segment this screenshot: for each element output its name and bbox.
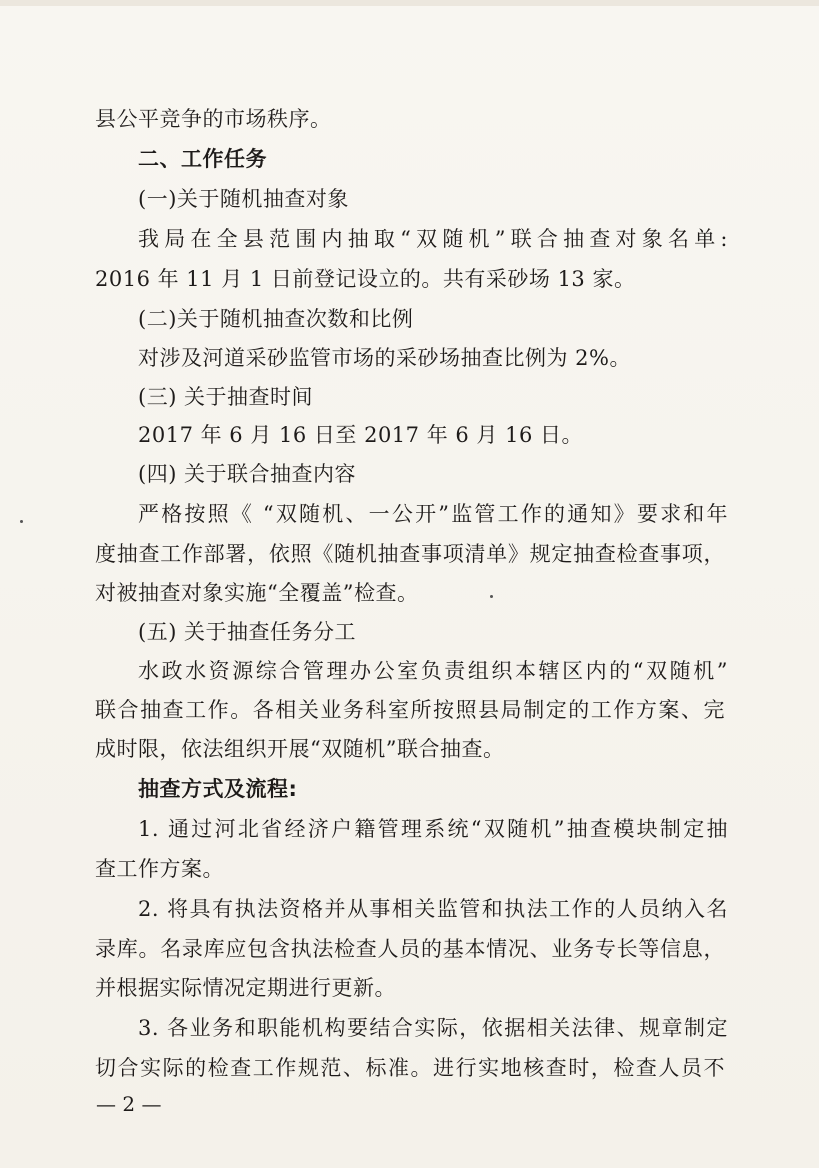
page-number: — 2 — — [96, 1092, 162, 1116]
scan-speck — [20, 520, 23, 523]
text-line-12: 度抽查工作部署，依照《随机抽查事项清单》规定抽查检查事项， — [95, 542, 725, 566]
scan-speck — [490, 595, 493, 598]
text-line-11: 严格按照《 “双随机、一公开”监管工作的通知》要求和年 — [138, 502, 728, 526]
text-line-9: 2017 年 6 月 16 日至 2017 年 6 月 16 日。 — [138, 423, 583, 447]
subheading-4: (四) 关于联合抽查内容 — [138, 462, 357, 486]
text-line-23: 并根据实际情况定期进行更新。 — [95, 976, 396, 1000]
text-line-20: 查工作方案。 — [95, 857, 224, 881]
text-line-22: 录库。名录库应包含执法检查人员的基本情况、业务专长等信息， — [95, 937, 725, 961]
text-line-15: 水政水资源综合管理办公室负责组织本辖区内的“双随机” — [138, 659, 728, 683]
subheading-5: (五) 关于抽查任务分工 — [138, 620, 357, 644]
subheading-2: (二)关于随机抽查次数和比例 — [138, 307, 414, 331]
subheading-3: (三) 关于抽查时间 — [138, 385, 314, 409]
scan-edge — [0, 0, 819, 6]
text-line-25: 切合实际的检查工作规范、标准。进行实地核查时，检查人员不 — [95, 1056, 725, 1080]
text-line-5: 2016 年 11 月 1 日前登记设立的。共有采砂场 13 家。 — [95, 267, 636, 291]
section-heading-methods: 抽查方式及流程: — [138, 777, 298, 801]
text-line-7: 对涉及河道采砂监管市场的采砂场抽查比例为 2%。 — [138, 346, 631, 370]
text-line-19: 1. 通过河北省经济户籍管理系统“双随机”抽查模块制定抽 — [138, 817, 728, 841]
text-line-16: 联合抽查工作。各相关业务科室所按照县局制定的工作方案、完 — [95, 698, 725, 722]
text-line-21: 2. 将具有执法资格并从事相关监管和执法工作的人员纳入名 — [138, 897, 728, 921]
section-heading-work-tasks: 二、工作任务 — [138, 147, 267, 171]
text-line-4: 我局在全县范围内抽取“双随机”联合抽查对象名单: — [138, 227, 728, 251]
text-line-1: 县公平竞争的市场秩序。 — [95, 107, 332, 131]
text-line-13: 对被抽查对象实施“全覆盖”检查。 — [95, 581, 419, 605]
subheading-1: (一)关于随机抽查对象 — [138, 187, 349, 211]
text-line-24: 3. 各业务和职能机构要结合实际，依据相关法律、规章制定 — [138, 1016, 728, 1040]
text-line-17: 成时限，依法组织开展“双随机”联合抽查。 — [95, 737, 505, 761]
